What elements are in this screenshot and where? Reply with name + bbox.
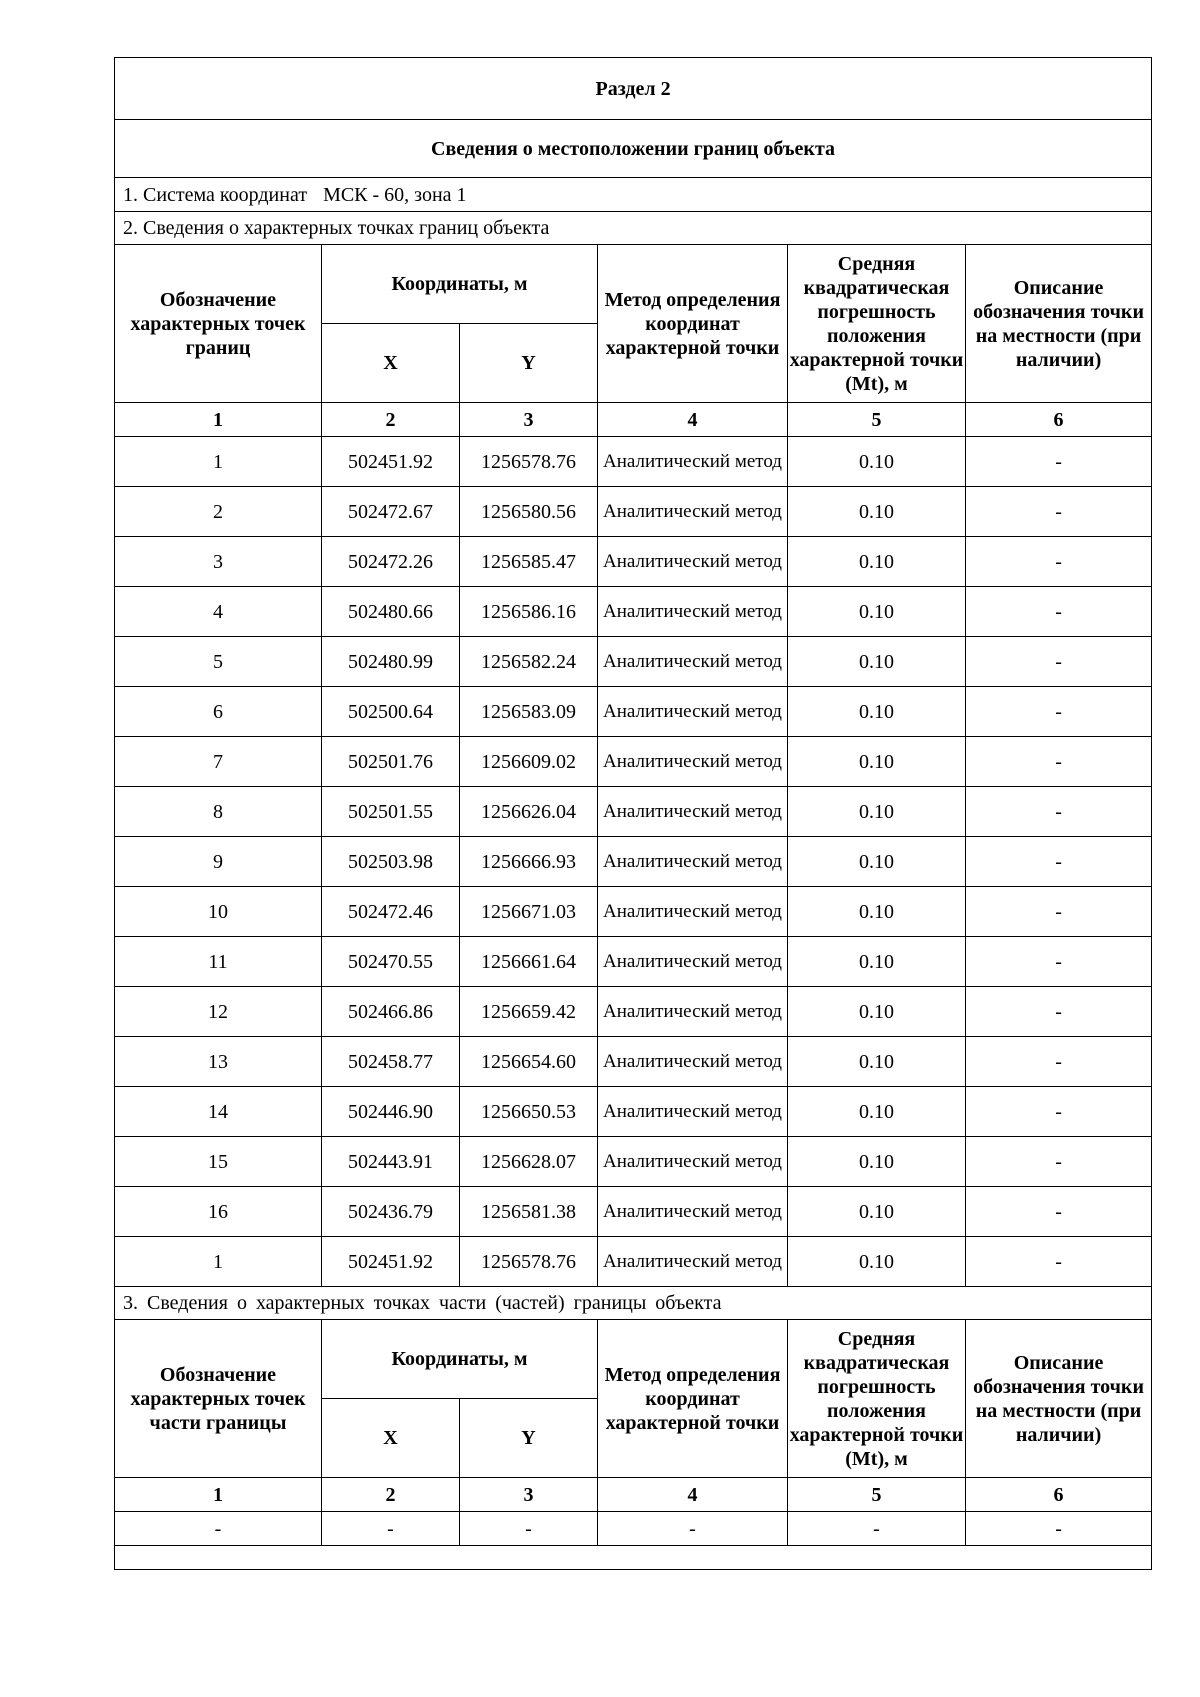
table-row <box>115 537 1152 587</box>
col-number: 3 <box>460 403 598 437</box>
table-row <box>115 887 1152 937</box>
col-number: 4 <box>598 403 788 437</box>
point-x: 502500.64 <box>322 687 460 737</box>
parts-heading: 3. Сведения о характерных точках части (частей) границы объекта <box>115 1287 1152 1320</box>
point-x: 502501.76 <box>322 737 460 787</box>
point-description: - <box>966 687 1152 737</box>
point-y: 1256609.02 <box>460 737 598 787</box>
point-id: 5 <box>115 637 322 687</box>
table-row <box>115 987 1152 1037</box>
table1-header-y: Y <box>460 324 598 403</box>
table-row <box>115 487 1152 537</box>
point-id: 7 <box>115 737 322 787</box>
point-mt: 0.10 <box>788 537 966 587</box>
point-id: 8 <box>115 787 322 837</box>
point-mt: 0.10 <box>788 1037 966 1087</box>
point-id: 4 <box>115 587 322 637</box>
point-x: 502436.79 <box>322 1187 460 1237</box>
empty-cell: - <box>598 1512 788 1546</box>
point-id: 13 <box>115 1037 322 1087</box>
table-row <box>115 1187 1152 1237</box>
table2-empty-row <box>115 1512 1152 1546</box>
table-row <box>115 737 1152 787</box>
point-description: - <box>966 987 1152 1037</box>
table2-header-error: Средняя квадратическая погрешность положения характерной точки (Mt), м <box>788 1320 966 1478</box>
point-method: Аналитический метод <box>598 887 788 937</box>
point-y: 1256661.64 <box>460 937 598 987</box>
point-method: Аналитический метод <box>598 737 788 787</box>
table-row <box>115 1037 1152 1087</box>
point-method: Аналитический метод <box>598 1237 788 1287</box>
point-description: - <box>966 937 1152 987</box>
point-mt: 0.10 <box>788 587 966 637</box>
table-row <box>115 1087 1152 1137</box>
table-row <box>115 787 1152 837</box>
point-method: Аналитический метод <box>598 1187 788 1237</box>
table2-header-designation: Обозначение характерных точек части границы <box>115 1320 322 1478</box>
point-id: 1 <box>115 437 322 487</box>
point-x: 502480.66 <box>322 587 460 637</box>
empty-cell: - <box>115 1512 322 1546</box>
point-id: 15 <box>115 1137 322 1187</box>
point-x: 502470.55 <box>322 937 460 987</box>
point-id: 3 <box>115 537 322 587</box>
point-y: 1256671.03 <box>460 887 598 937</box>
col-number: 5 <box>788 1478 966 1512</box>
point-description: - <box>966 737 1152 787</box>
boundary-document-table <box>114 57 1152 1570</box>
point-method: Аналитический метод <box>598 1037 788 1087</box>
footer-blank <box>115 1546 1152 1570</box>
point-id: 16 <box>115 1187 322 1237</box>
table-row <box>115 587 1152 637</box>
col-number: 6 <box>966 403 1152 437</box>
point-description: - <box>966 837 1152 887</box>
table2-header-y: Y <box>460 1399 598 1478</box>
point-y: 1256585.47 <box>460 537 598 587</box>
table-row <box>115 1237 1152 1287</box>
table2-column-numbers <box>115 1478 1152 1512</box>
point-description: - <box>966 637 1152 687</box>
point-description: - <box>966 537 1152 587</box>
point-id: 10 <box>115 887 322 937</box>
point-method: Аналитический метод <box>598 837 788 887</box>
point-y: 1256654.60 <box>460 1037 598 1087</box>
point-x: 502472.46 <box>322 887 460 937</box>
point-description: - <box>966 1087 1152 1137</box>
table1-column-numbers <box>115 403 1152 437</box>
table1-header-coords: Координаты, м <box>322 245 598 324</box>
point-x: 502451.92 <box>322 1237 460 1287</box>
table-row <box>115 937 1152 987</box>
point-id: 11 <box>115 937 322 987</box>
point-method: Аналитический метод <box>598 1087 788 1137</box>
empty-cell: - <box>966 1512 1152 1546</box>
col-number: 2 <box>322 403 460 437</box>
point-id: 9 <box>115 837 322 887</box>
point-description: - <box>966 487 1152 537</box>
point-mt: 0.10 <box>788 437 966 487</box>
table-row <box>115 637 1152 687</box>
point-x: 502451.92 <box>322 437 460 487</box>
table1-header-error: Средняя квадратическая погрешность положения характерной точки (Mt), м <box>788 245 966 403</box>
point-description: - <box>966 887 1152 937</box>
point-description: - <box>966 587 1152 637</box>
point-method: Аналитический метод <box>598 787 788 837</box>
point-description: - <box>966 1237 1152 1287</box>
point-id: 2 <box>115 487 322 537</box>
point-y: 1256628.07 <box>460 1137 598 1187</box>
point-method: Аналитический метод <box>598 1137 788 1187</box>
point-mt: 0.10 <box>788 987 966 1037</box>
table2-header-coords: Координаты, м <box>322 1320 598 1399</box>
coord-system-label: 1. Система координат <box>123 183 308 206</box>
point-method: Аналитический метод <box>598 937 788 987</box>
coord-system-value: МСК - 60, зона 1 <box>323 183 467 206</box>
point-x: 502480.99 <box>322 637 460 687</box>
point-description: - <box>966 787 1152 837</box>
table1-header-designation: Обозначение характерных точек границ <box>115 245 322 403</box>
point-y: 1256580.56 <box>460 487 598 537</box>
table-row <box>115 1137 1152 1187</box>
col-number: 5 <box>788 403 966 437</box>
empty-cell: - <box>322 1512 460 1546</box>
point-id: 6 <box>115 687 322 737</box>
point-method: Аналитический метод <box>598 987 788 1037</box>
point-y: 1256578.76 <box>460 437 598 487</box>
point-mt: 0.10 <box>788 737 966 787</box>
col-number: 3 <box>460 1478 598 1512</box>
point-y: 1256582.24 <box>460 637 598 687</box>
table2-header-row <box>115 1320 1152 1399</box>
section-subtitle: Сведения о местоположении границ объекта <box>115 120 1152 178</box>
point-y: 1256583.09 <box>460 687 598 737</box>
empty-cell: - <box>788 1512 966 1546</box>
table2-header-x: X <box>322 1399 460 1478</box>
point-description: - <box>966 1187 1152 1237</box>
point-mt: 0.10 <box>788 1137 966 1187</box>
table1-header-description: Описание обозначения точки на местности (при наличии) <box>966 245 1152 403</box>
table-footer-row <box>115 1546 1152 1570</box>
table2-header-method: Метод определения координат характерной точки <box>598 1320 788 1478</box>
point-y: 1256626.04 <box>460 787 598 837</box>
point-mt: 0.10 <box>788 1237 966 1287</box>
table1-header-method: Метод определения координат характерной точки <box>598 245 788 403</box>
table-row <box>115 837 1152 887</box>
col-number: 1 <box>115 1478 322 1512</box>
empty-cell: - <box>460 1512 598 1546</box>
point-mt: 0.10 <box>788 637 966 687</box>
point-mt: 0.10 <box>788 487 966 537</box>
point-mt: 0.10 <box>788 1087 966 1137</box>
point-y: 1256578.76 <box>460 1237 598 1287</box>
point-mt: 0.10 <box>788 1187 966 1237</box>
col-number: 1 <box>115 403 322 437</box>
table1-header-x: X <box>322 324 460 403</box>
point-x: 502472.67 <box>322 487 460 537</box>
point-mt: 0.10 <box>788 837 966 887</box>
point-id: 12 <box>115 987 322 1037</box>
point-method: Аналитический метод <box>598 537 788 587</box>
point-description: - <box>966 1137 1152 1187</box>
table-row <box>115 437 1152 487</box>
section-title: Раздел 2 <box>115 58 1152 120</box>
point-y: 1256581.38 <box>460 1187 598 1237</box>
point-method: Аналитический метод <box>598 687 788 737</box>
point-x: 502466.86 <box>322 987 460 1037</box>
col-number: 4 <box>598 1478 788 1512</box>
col-number: 6 <box>966 1478 1152 1512</box>
point-x: 502443.91 <box>322 1137 460 1187</box>
point-mt: 0.10 <box>788 937 966 987</box>
point-y: 1256650.53 <box>460 1087 598 1137</box>
point-method: Аналитический метод <box>598 587 788 637</box>
point-method: Аналитический метод <box>598 437 788 487</box>
point-x: 502458.77 <box>322 1037 460 1087</box>
point-method: Аналитический метод <box>598 637 788 687</box>
points-heading: 2. Сведения о характерных точках границ объекта <box>115 212 1152 245</box>
point-x: 502472.26 <box>322 537 460 587</box>
col-number: 2 <box>322 1478 460 1512</box>
table-row <box>115 687 1152 737</box>
point-y: 1256659.42 <box>460 987 598 1037</box>
table1-header-row <box>115 245 1152 324</box>
point-id: 1 <box>115 1237 322 1287</box>
point-x: 502501.55 <box>322 787 460 837</box>
point-method: Аналитический метод <box>598 487 788 537</box>
point-mt: 0.10 <box>788 887 966 937</box>
point-description: - <box>966 1037 1152 1087</box>
point-mt: 0.10 <box>788 787 966 837</box>
point-y: 1256666.93 <box>460 837 598 887</box>
point-mt: 0.10 <box>788 687 966 737</box>
table2-header-description: Описание обозначения точки на местности (при наличии) <box>966 1320 1152 1478</box>
point-x: 502503.98 <box>322 837 460 887</box>
point-description: - <box>966 437 1152 487</box>
point-id: 14 <box>115 1087 322 1137</box>
point-x: 502446.90 <box>322 1087 460 1137</box>
coord-system-line <box>115 178 1152 212</box>
point-y: 1256586.16 <box>460 587 598 637</box>
